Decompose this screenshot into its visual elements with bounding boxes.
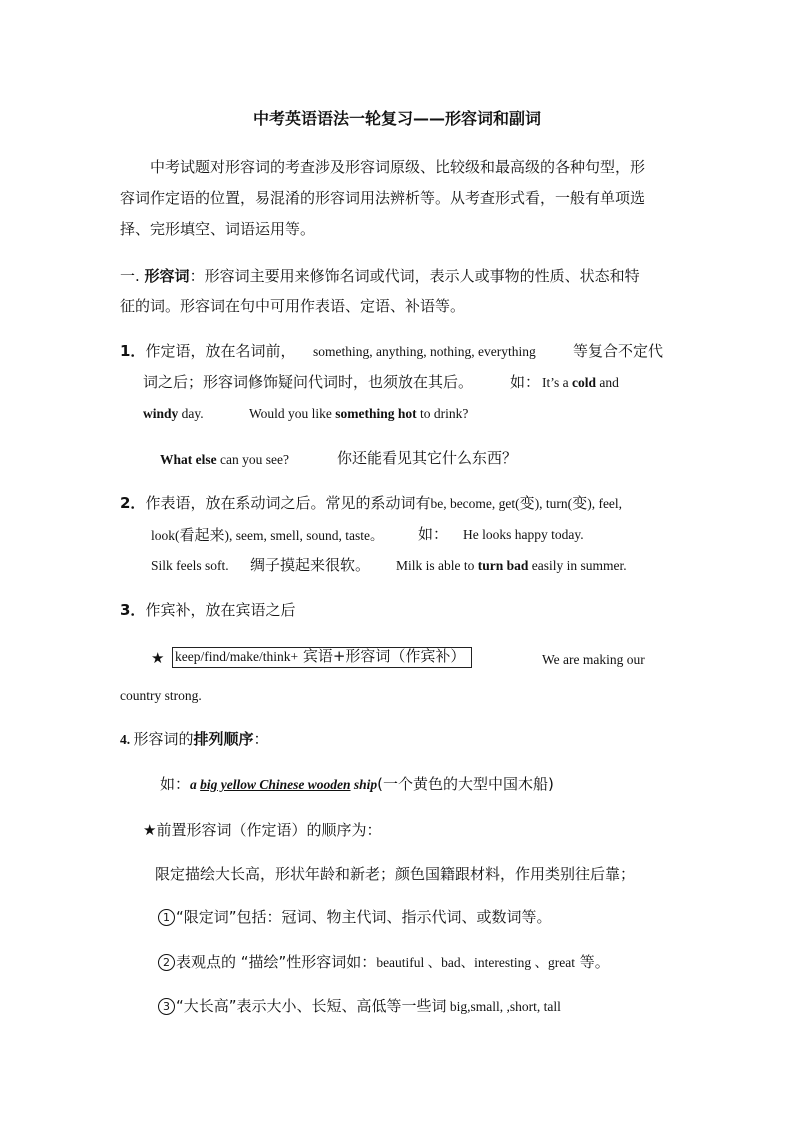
item-4-colon: ： — [253, 730, 269, 748]
example-text: to drink? — [416, 406, 469, 421]
example-text: Milk is able to — [396, 558, 478, 573]
eg-adjectives: big yellow Chinese wooden — [200, 777, 351, 792]
order-point-1 — [158, 907, 552, 927]
intro-line-2: 容词作定语的位置，易混淆的形容词用法辨析等。从考查形式看，一般有单项选 — [120, 189, 646, 207]
circled-number: 2 — [158, 954, 175, 971]
pattern-box — [172, 646, 472, 667]
circled-number: 3 — [158, 998, 175, 1015]
point-text: “限定词”包括：冠词、物主代词、指示代词、或数词等。 — [176, 908, 552, 926]
verb-gloss: 变 — [519, 494, 535, 512]
item-4-text: 形容词的 — [133, 730, 194, 748]
example-text: and — [596, 375, 619, 390]
item-4-bold: 排列顺序 — [193, 730, 254, 748]
item-2-example-1: He looks happy today. — [463, 527, 584, 542]
example-text: can you see? — [216, 452, 289, 467]
page-title: 中考英语语法一轮复习——形容词和副词 — [252, 109, 541, 128]
order-point-3 — [158, 996, 561, 1017]
point-examples: big,small, ,short, tall — [446, 999, 561, 1014]
verb-list: ), feel, — [587, 496, 623, 511]
eg-noun: ship — [350, 777, 378, 792]
item-2-text: 作表语，放在系动词之后。常见的系动词有 — [145, 494, 431, 512]
point-text: 等。 — [575, 953, 610, 971]
item-4-example — [160, 774, 554, 795]
verb-gloss: 变 — [572, 494, 588, 512]
item-3-text: 作宾补，放在宾语之后 — [145, 601, 296, 619]
item-4-number: 4. — [120, 732, 134, 747]
verb-gloss: 看起来 — [179, 526, 225, 544]
example-bold: turn bad — [477, 558, 529, 573]
verb-list: ), seem, smell, sound, taste。 — [224, 528, 384, 543]
verb-list: ), turn( — [534, 496, 573, 511]
item-1-eg-label: 如： — [510, 373, 541, 391]
example-text: Would you like — [249, 406, 332, 421]
order-point-2 — [158, 952, 610, 973]
circled-number: 1 — [158, 909, 175, 926]
item-1-line-2-cn: 词之后；形容词修饰疑问代词时，也须放在其后。 — [143, 373, 474, 391]
section-1-text: ：形容词主要用来修饰名词或代词，表示人或事物的性质、状态和特 — [189, 267, 640, 285]
point-text: 表观点的 “描绘”性形容词如： — [176, 953, 377, 971]
item-2-eg-label: 如： — [418, 525, 449, 543]
section-1-prefix: 一. — [120, 267, 145, 285]
item-1-number: 1． — [120, 342, 146, 360]
verb-list: look( — [151, 528, 180, 543]
item-2-line-1 — [120, 493, 622, 514]
item-1-example-1-end — [143, 404, 204, 424]
pattern-box-frame — [172, 647, 472, 668]
point-text: “大长高”表示大小、长短、高低等一些词 — [176, 997, 447, 1015]
section-1-heading: 形容词 — [144, 267, 190, 285]
item-1-example-1 — [542, 373, 619, 393]
example-text: day. — [178, 406, 204, 421]
example-bold: What else — [160, 452, 217, 467]
eg-article: a — [190, 777, 201, 792]
item-1-pronouns: something, anything, nothing, everything — [313, 344, 536, 359]
order-rhyme: 限定描绘大长高，形状年龄和新老；颜色国籍跟材料，作用类别往后靠； — [155, 865, 636, 883]
section-1-line-1 — [120, 266, 640, 286]
item-1-text-b: 等复合不定代 — [573, 342, 664, 360]
section-1-line-2: 征的词。形容词在句中可用作表语、定语、补语等。 — [120, 297, 466, 315]
intro-line-1: 中考试题对形容词的考查涉及形容词原级、比较级和最高级的各种句型，形 — [150, 158, 646, 176]
item-3-number: 3． — [120, 601, 146, 619]
item-2-example-3 — [396, 556, 627, 576]
item-2-example-2-translation: 绸子摸起来很软。 — [250, 556, 371, 574]
item-2-example-2: Silk feels soft. — [151, 558, 229, 573]
item-2-line-2 — [151, 525, 384, 546]
example-text: It’s a — [542, 375, 572, 390]
star-icon: ★ — [151, 649, 165, 667]
pattern-cn: 宾语+形容词（作宾补） — [298, 647, 466, 665]
item-3-example-2: country strong. — [120, 688, 202, 703]
example-bold: cold — [572, 375, 597, 390]
item-1-line-1 — [120, 341, 295, 361]
example-text: easily in summer. — [528, 558, 627, 573]
item-1-example-2 — [249, 404, 468, 424]
eg-translation: (一个黄色的大型中国木船) — [377, 775, 554, 793]
intro-line-3: 择、完形填空、词语运用等。 — [120, 220, 316, 238]
item-3-line-1 — [120, 600, 295, 620]
eg-label: 如： — [160, 775, 191, 793]
example-bold: something hot — [335, 406, 417, 421]
item-1-example-3-translation: 你还能看见其它什么东西？ — [337, 449, 518, 467]
order-rule-heading: ★前置形容词（作定语）的顺序为： — [143, 821, 382, 839]
item-4-line-1 — [120, 729, 269, 750]
pattern-en: keep/find/make/think+ — [175, 649, 299, 664]
item-1-text-a: 作定语，放在名词前， — [145, 342, 296, 360]
item-3-example-1: We are making our — [542, 652, 645, 667]
verb-list: be, become, get( — [430, 496, 520, 511]
example-bold: windy — [143, 406, 179, 421]
item-2-number: 2． — [120, 494, 146, 512]
item-1-example-3 — [160, 450, 289, 470]
point-examples: beautiful 、bad、interesting 、great — [376, 955, 576, 970]
